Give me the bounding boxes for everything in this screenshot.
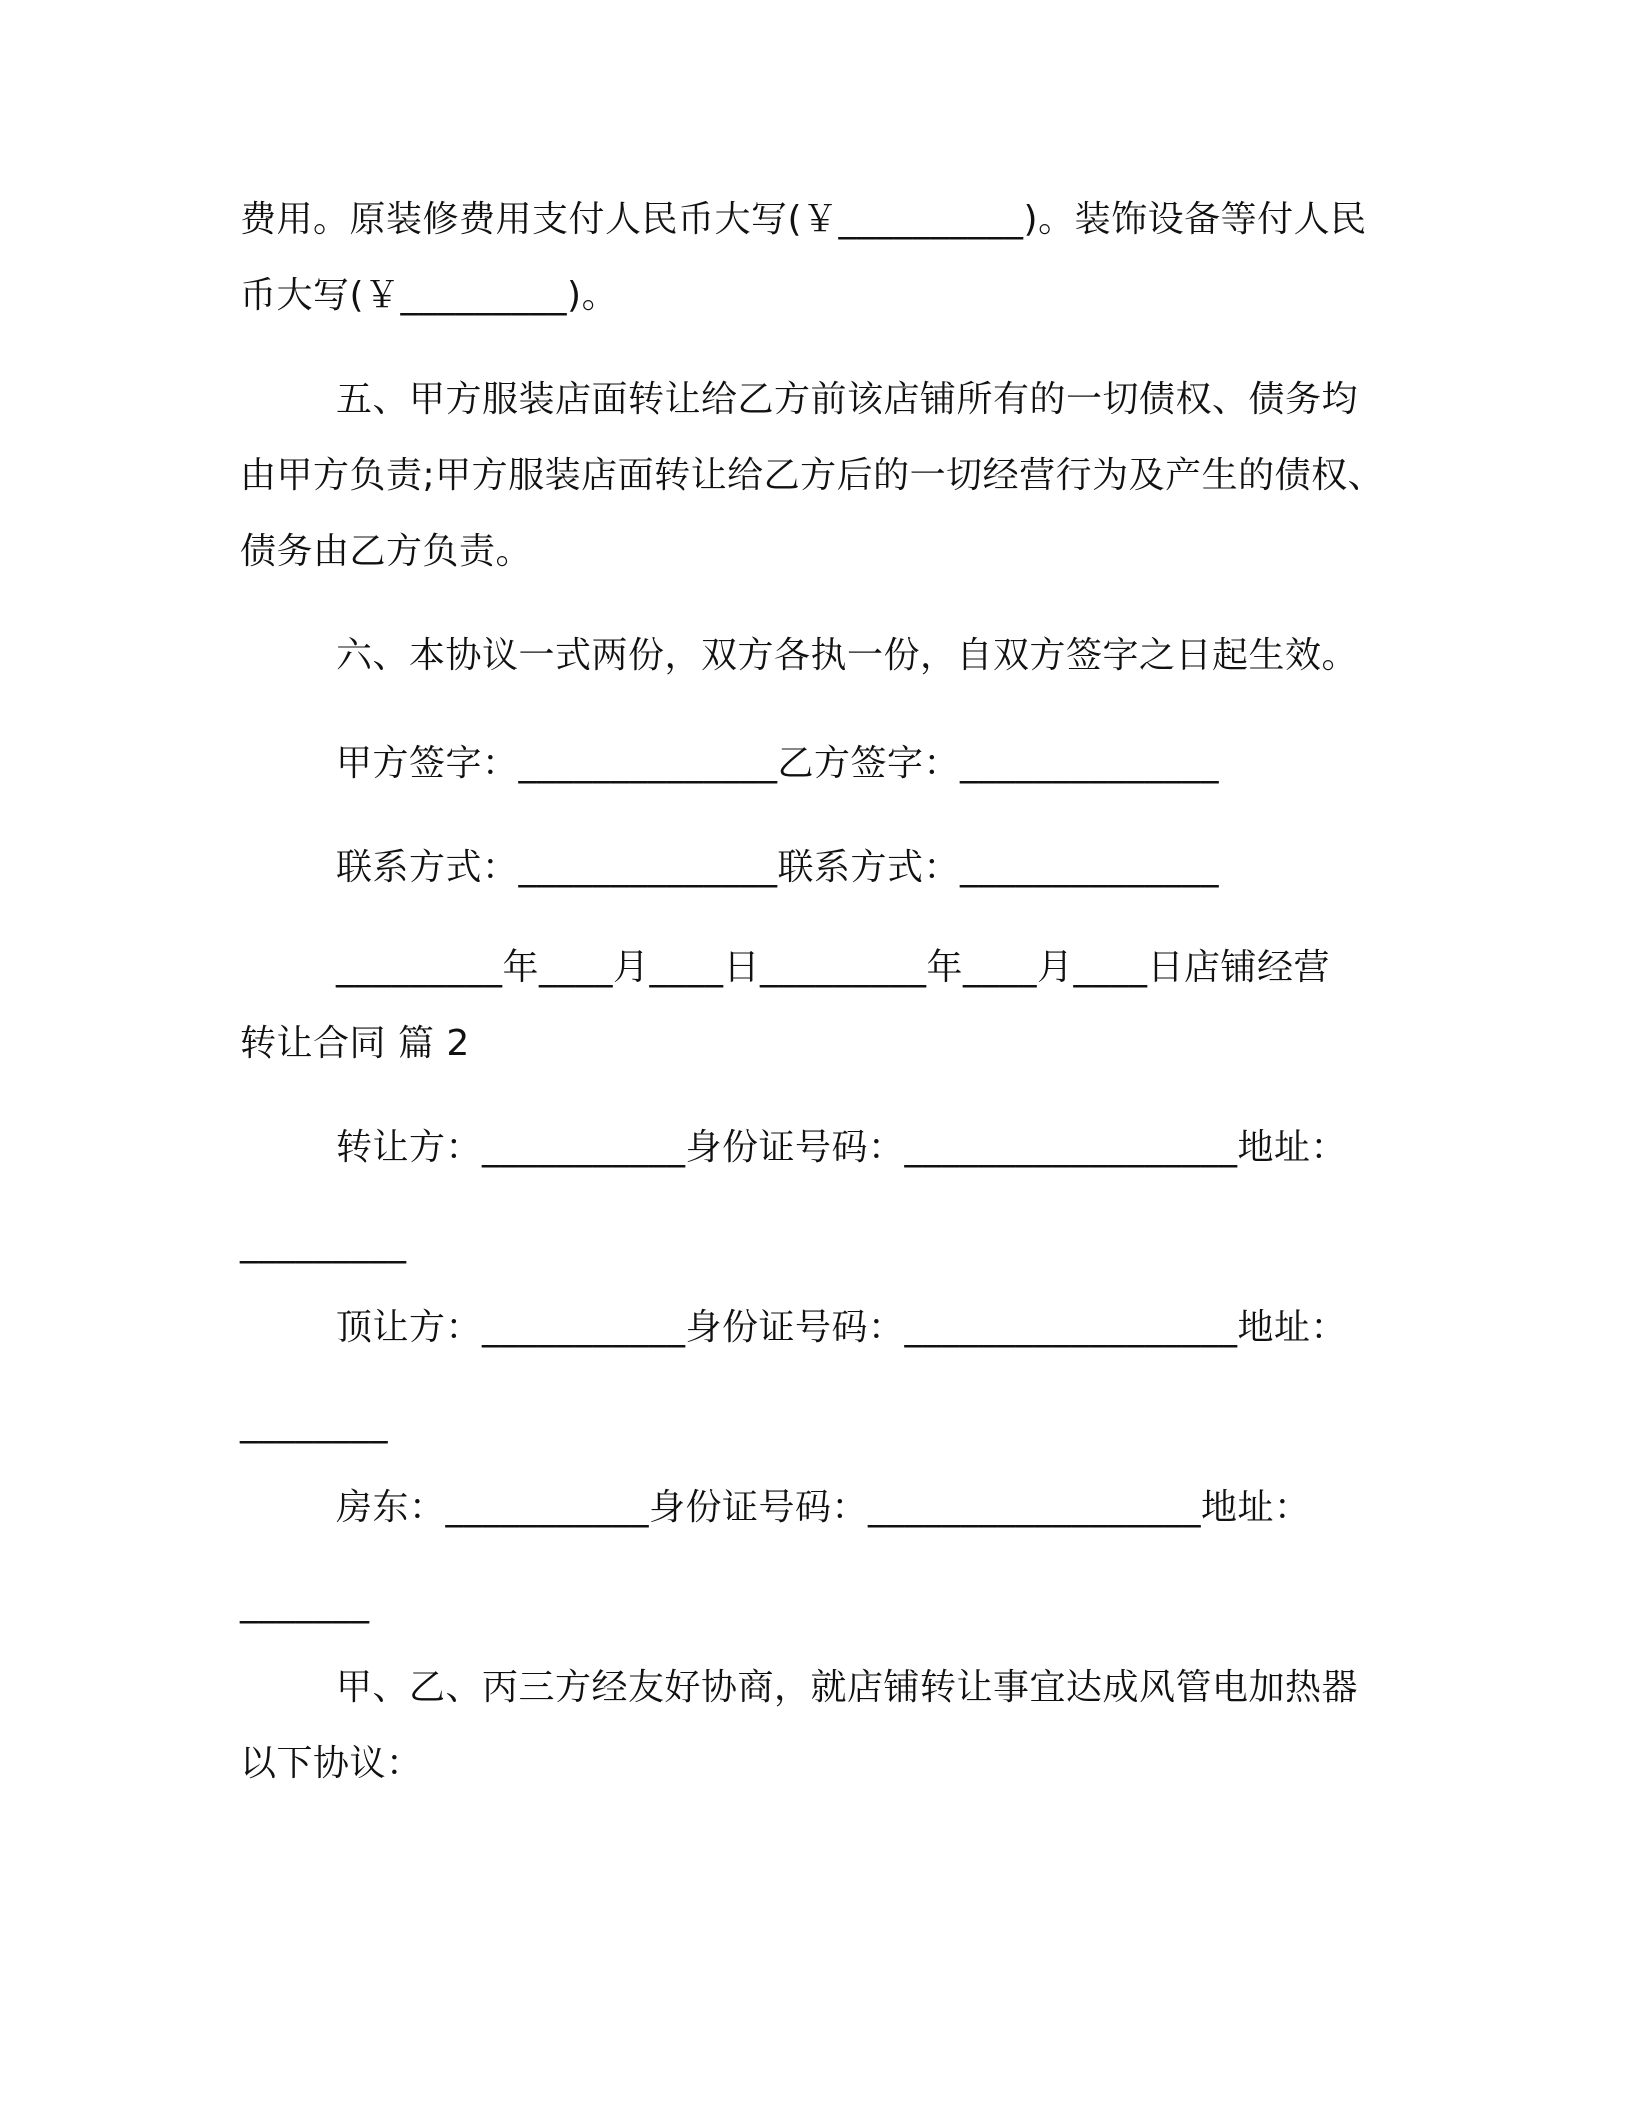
paragraph-4-line-1: 费用。原装修费用支付人民币大写(￥__________)。装饰设备等付人民 [240,199,1367,240]
contact-line: 联系方式：______________联系方式：______________ [336,847,1220,888]
clause-5-line-3: 债务由乙方负责。 [240,531,533,572]
transferor-line: 转让方：___________身份证号码：__________________地址： [336,1127,1348,1168]
paragraph-4-line-2: 币大写(￥_________)。 [240,275,619,316]
transferee-line: 顶让方：___________身份证号码：__________________地址： [336,1307,1348,1348]
clause-5-line-1: 五、甲方服装店面转让给乙方前该店铺所有的一切债权、债务均 [336,379,1359,420]
agreement-intro-line-2: 以下协议： [240,1743,423,1784]
agreement-intro-line-1: 甲、乙、丙三方经友好协商，就店铺转让事宜达成风管电加热器 [336,1667,1359,1708]
signature-line: 甲方签字：______________乙方签字：______________ [336,743,1220,784]
landlord-line: 房东：___________身份证号码：__________________地址： [336,1487,1311,1528]
date-line: _________年____月____日_________年____月____日店铺经营 [336,947,1331,988]
clause-6: 六、本协议一式两份，双方各执一份，自双方签字之日起生效。 [336,635,1359,676]
clause-5-line-2: 由甲方负责;甲方服装店面转让给乙方后的一切经营行为及产生的债权、 [240,455,1385,496]
transferee-address-blank: ________ [240,1403,388,1444]
landlord-address-blank: _______ [240,1583,370,1624]
transferor-address-blank: _________ [240,1223,407,1264]
section-title: 转让合同 篇 2 [240,1023,470,1064]
